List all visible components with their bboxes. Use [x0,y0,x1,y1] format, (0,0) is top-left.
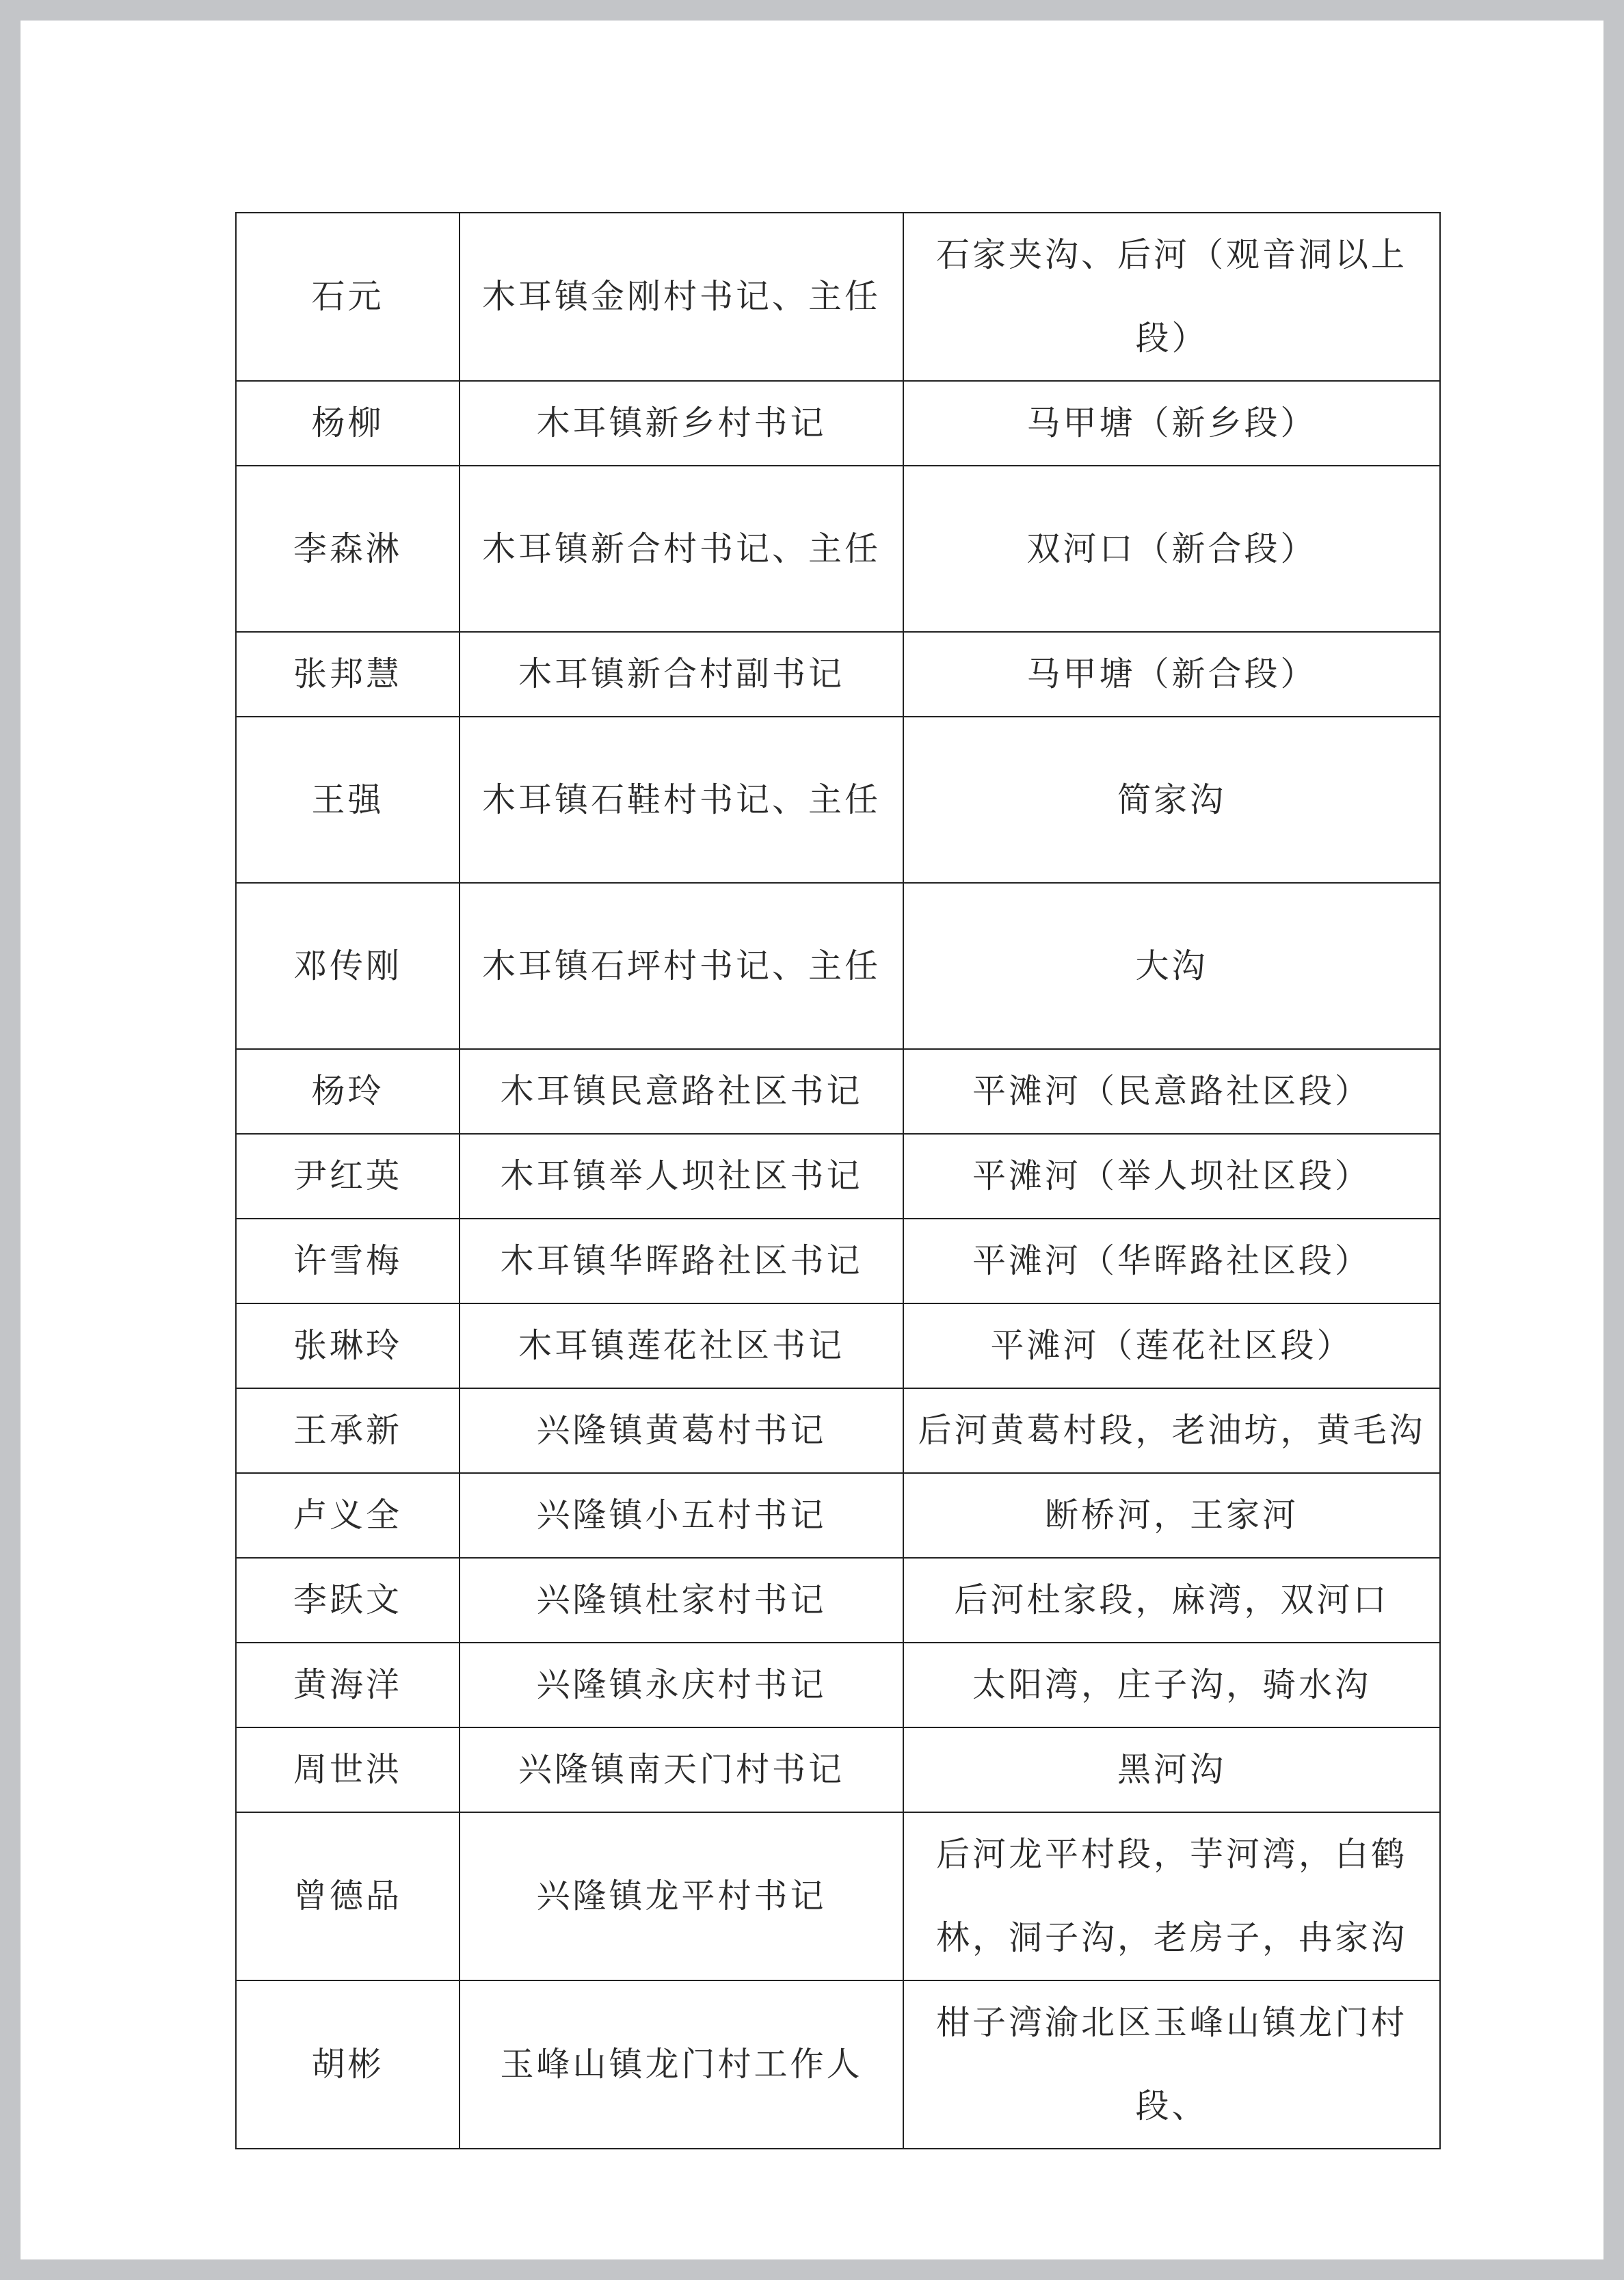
name-cell: 王强 [236,717,460,883]
responsibility-table [235,212,1441,2149]
table-row [236,1388,1440,1473]
name-cell: 张琳玲 [236,1303,460,1388]
name-cell: 杨玲 [236,1049,460,1134]
table-row [236,1643,1440,1727]
role-cell: 木耳镇举人坝社区书记 [460,1134,903,1219]
role-cell: 兴隆镇南天门村书记 [460,1727,903,1812]
table-row [236,1558,1440,1643]
table-row [236,1134,1440,1219]
table-row [236,213,1440,381]
role-cell: 木耳镇华晖路社区书记 [460,1219,903,1303]
table-row [236,1812,1440,1980]
table-row [236,883,1440,1049]
table-row [236,1473,1440,1558]
area-cell: 平滩河（莲花社区段） [903,1303,1440,1388]
name-cell: 邓传刚 [236,883,460,1049]
table-body [236,213,1440,2149]
area-cell: 石家夹沟、后河（观音洞以上段） [903,213,1440,381]
area-cell: 大沟 [903,883,1440,1049]
area-cell: 后河黄葛村段，老油坊，黄毛沟 [903,1388,1440,1473]
name-cell: 杨柳 [236,381,460,466]
table-row [236,1219,1440,1303]
role-cell: 木耳镇石鞋村书记、主任 [460,717,903,883]
name-cell: 张邦慧 [236,632,460,717]
name-cell: 尹红英 [236,1134,460,1219]
area-cell: 断桥河，王家河 [903,1473,1440,1558]
table-row [236,466,1440,632]
area-cell: 马甲塘（新合段） [903,632,1440,717]
role-cell: 木耳镇新合村书记、主任 [460,466,903,632]
area-cell: 太阳湾，庄子沟，骑水沟 [903,1643,1440,1727]
name-cell: 胡彬 [236,1980,460,2149]
role-cell: 玉峰山镇龙门村工作人 [460,1980,903,2149]
area-cell: 柑子湾渝北区玉峰山镇龙门村段、 [903,1980,1440,2149]
area-cell: 平滩河（举人坝社区段） [903,1134,1440,1219]
role-cell: 兴隆镇龙平村书记 [460,1812,903,1980]
name-cell: 石元 [236,213,460,381]
role-cell: 木耳镇新乡村书记 [460,381,903,466]
role-cell: 兴隆镇永庆村书记 [460,1643,903,1727]
area-cell: 平滩河（华晖路社区段） [903,1219,1440,1303]
role-cell: 木耳镇民意路社区书记 [460,1049,903,1134]
role-cell: 兴隆镇杜家村书记 [460,1558,903,1643]
table-row [236,1303,1440,1388]
table-row [236,717,1440,883]
area-cell: 马甲塘（新乡段） [903,381,1440,466]
area-cell: 后河杜家段，麻湾，双河口 [903,1558,1440,1643]
role-cell: 木耳镇莲花社区书记 [460,1303,903,1388]
role-cell: 木耳镇新合村副书记 [460,632,903,717]
name-cell: 许雪梅 [236,1219,460,1303]
table-row [236,381,1440,466]
area-cell: 后河龙平村段，芋河湾，白鹤林，洞子沟，老房子，冉家沟 [903,1812,1440,1980]
document-page [21,21,1603,2259]
name-cell: 王承新 [236,1388,460,1473]
role-cell: 木耳镇石坪村书记、主任 [460,883,903,1049]
area-cell: 黑河沟 [903,1727,1440,1812]
name-cell: 黄海洋 [236,1643,460,1727]
area-cell: 双河口（新合段） [903,466,1440,632]
name-cell: 李跃文 [236,1558,460,1643]
area-cell: 简家沟 [903,717,1440,883]
table-row [236,1049,1440,1134]
role-cell: 兴隆镇黄葛村书记 [460,1388,903,1473]
name-cell: 李森淋 [236,466,460,632]
name-cell: 卢义全 [236,1473,460,1558]
name-cell: 周世洪 [236,1727,460,1812]
name-cell: 曾德品 [236,1812,460,1980]
area-cell: 平滩河（民意路社区段） [903,1049,1440,1134]
table-row [236,1980,1440,2149]
table-row [236,632,1440,717]
role-cell: 木耳镇金刚村书记、主任 [460,213,903,381]
role-cell: 兴隆镇小五村书记 [460,1473,903,1558]
table-row [236,1727,1440,1812]
